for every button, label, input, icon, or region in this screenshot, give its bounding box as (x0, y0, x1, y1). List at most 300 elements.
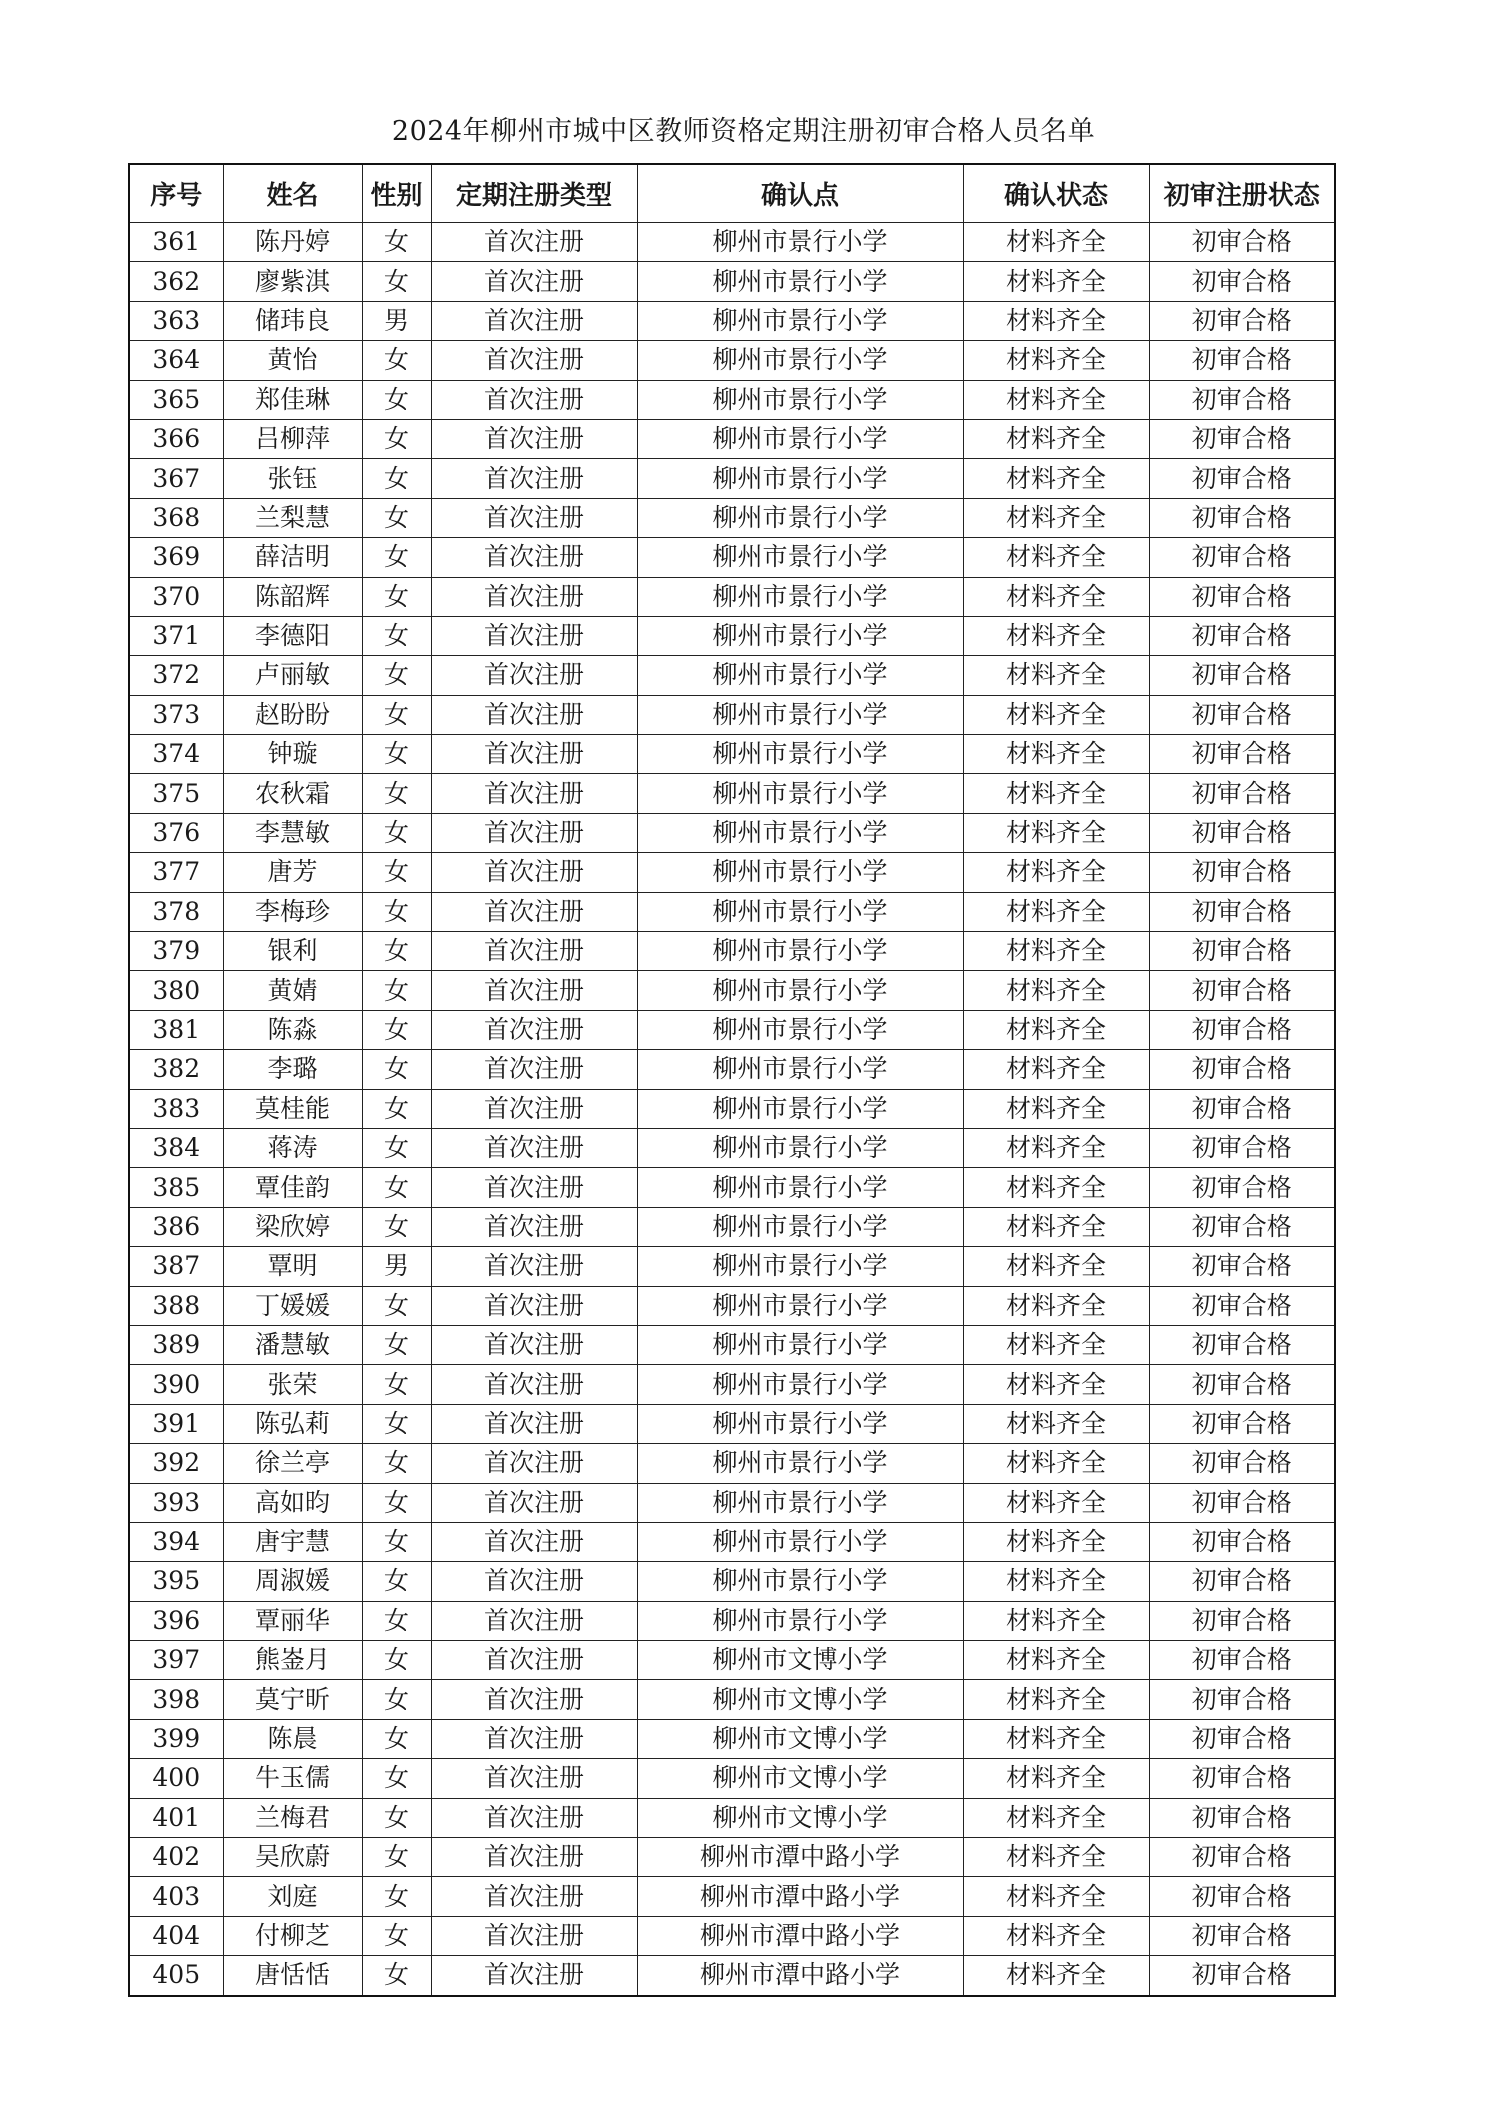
cell-confirmation-point: 柳州市文博小学 (637, 1798, 963, 1837)
table-header (129, 164, 1335, 223)
cell-gender: 女 (362, 1956, 431, 1996)
cell-registration-type: 首次注册 (431, 616, 637, 655)
cell-serial: 400 (129, 1759, 223, 1798)
cell-name: 覃丽华 (223, 1601, 362, 1640)
table-row (129, 813, 1335, 852)
cell-name: 李慧敏 (223, 813, 362, 852)
header-row (129, 164, 1335, 223)
cell-registration-type: 首次注册 (431, 1325, 637, 1364)
cell-confirmation-point: 柳州市景行小学 (637, 498, 963, 537)
cell-confirmation-status: 材料齐全 (963, 1404, 1149, 1443)
cell-confirmation-point: 柳州市景行小学 (637, 892, 963, 931)
cell-name: 钟璇 (223, 735, 362, 774)
cell-confirmation-status: 材料齐全 (963, 1798, 1149, 1837)
cell-confirmation-status: 材料齐全 (963, 1916, 1149, 1955)
cell-serial: 363 (129, 301, 223, 340)
header-registration-type: 定期注册类型 (431, 164, 637, 223)
cell-name: 梁欣婷 (223, 1207, 362, 1246)
cell-name: 蒋涛 (223, 1128, 362, 1167)
cell-confirmation-point: 柳州市景行小学 (637, 262, 963, 301)
cell-review-status: 初审合格 (1149, 971, 1335, 1010)
cell-gender: 女 (362, 1050, 431, 1089)
cell-confirmation-point: 柳州市景行小学 (637, 932, 963, 971)
cell-name: 付柳芝 (223, 1916, 362, 1955)
cell-confirmation-status: 材料齐全 (963, 1483, 1149, 1522)
cell-name: 唐芳 (223, 853, 362, 892)
cell-confirmation-status: 材料齐全 (963, 341, 1149, 380)
cell-serial: 376 (129, 813, 223, 852)
cell-registration-type: 首次注册 (431, 1719, 637, 1758)
cell-name: 薛洁明 (223, 538, 362, 577)
cell-registration-type: 首次注册 (431, 538, 637, 577)
cell-gender: 女 (362, 1641, 431, 1680)
table-row (129, 1050, 1335, 1089)
cell-gender: 女 (362, 1444, 431, 1483)
cell-serial: 385 (129, 1168, 223, 1207)
table-row (129, 1365, 1335, 1404)
table-row (129, 735, 1335, 774)
cell-confirmation-point: 柳州市文博小学 (637, 1719, 963, 1758)
cell-name: 徐兰亭 (223, 1444, 362, 1483)
cell-confirmation-status: 材料齐全 (963, 813, 1149, 852)
cell-registration-type: 首次注册 (431, 1207, 637, 1246)
cell-serial: 371 (129, 616, 223, 655)
cell-registration-type: 首次注册 (431, 1089, 637, 1128)
cell-serial: 366 (129, 419, 223, 458)
cell-confirmation-status: 材料齐全 (963, 1522, 1149, 1561)
cell-name: 赵盼盼 (223, 695, 362, 734)
cell-serial: 404 (129, 1916, 223, 1955)
cell-confirmation-status: 材料齐全 (963, 262, 1149, 301)
cell-confirmation-point: 柳州市景行小学 (637, 419, 963, 458)
cell-gender: 女 (362, 262, 431, 301)
cell-confirmation-point: 柳州市景行小学 (637, 301, 963, 340)
cell-confirmation-status: 材料齐全 (963, 1838, 1149, 1877)
table-row (129, 1325, 1335, 1364)
table-row (129, 498, 1335, 537)
cell-registration-type: 首次注册 (431, 1956, 637, 1996)
cell-gender: 女 (362, 1483, 431, 1522)
table-row (129, 1010, 1335, 1049)
table-row (129, 1286, 1335, 1325)
cell-review-status: 初审合格 (1149, 1286, 1335, 1325)
cell-confirmation-status: 材料齐全 (963, 1168, 1149, 1207)
cell-confirmation-point: 柳州市景行小学 (637, 1325, 963, 1364)
table-row (129, 419, 1335, 458)
cell-registration-type: 首次注册 (431, 1128, 637, 1167)
cell-confirmation-status: 材料齐全 (963, 1365, 1149, 1404)
cell-serial: 372 (129, 656, 223, 695)
cell-serial: 387 (129, 1247, 223, 1286)
cell-review-status: 初审合格 (1149, 616, 1335, 655)
cell-confirmation-status: 材料齐全 (963, 538, 1149, 577)
cell-registration-type: 首次注册 (431, 1444, 637, 1483)
roster-table (128, 163, 1336, 1997)
cell-gender: 女 (362, 1365, 431, 1404)
table-row (129, 1601, 1335, 1640)
cell-name: 张荣 (223, 1365, 362, 1404)
cell-name: 陈晨 (223, 1719, 362, 1758)
table-row (129, 1838, 1335, 1877)
cell-gender: 女 (362, 1916, 431, 1955)
cell-serial: 365 (129, 380, 223, 419)
cell-registration-type: 首次注册 (431, 380, 637, 419)
cell-serial: 362 (129, 262, 223, 301)
cell-confirmation-status: 材料齐全 (963, 577, 1149, 616)
cell-name: 张钰 (223, 459, 362, 498)
header-gender: 性别 (362, 164, 431, 223)
cell-name: 陈淼 (223, 1010, 362, 1049)
cell-review-status: 初审合格 (1149, 1719, 1335, 1758)
cell-name: 刘庭 (223, 1877, 362, 1916)
table-row (129, 971, 1335, 1010)
cell-confirmation-status: 材料齐全 (963, 1877, 1149, 1916)
cell-registration-type: 首次注册 (431, 735, 637, 774)
cell-registration-type: 首次注册 (431, 1483, 637, 1522)
cell-serial: 378 (129, 892, 223, 931)
cell-registration-type: 首次注册 (431, 1404, 637, 1443)
cell-name: 李梅珍 (223, 892, 362, 931)
cell-gender: 女 (362, 538, 431, 577)
cell-review-status: 初审合格 (1149, 262, 1335, 301)
cell-serial: 368 (129, 498, 223, 537)
cell-confirmation-status: 材料齐全 (963, 223, 1149, 262)
cell-review-status: 初审合格 (1149, 695, 1335, 734)
table-row (129, 1128, 1335, 1167)
cell-serial: 402 (129, 1838, 223, 1877)
cell-confirmation-point: 柳州市景行小学 (637, 1404, 963, 1443)
cell-review-status: 初审合格 (1149, 656, 1335, 695)
cell-confirmation-point: 柳州市景行小学 (637, 459, 963, 498)
cell-review-status: 初审合格 (1149, 1680, 1335, 1719)
cell-serial: 373 (129, 695, 223, 734)
cell-confirmation-point: 柳州市景行小学 (637, 1483, 963, 1522)
cell-confirmation-point: 柳州市景行小学 (637, 1365, 963, 1404)
table-row (129, 656, 1335, 695)
cell-confirmation-status: 材料齐全 (963, 459, 1149, 498)
cell-name: 熊崟月 (223, 1641, 362, 1680)
cell-name: 陈弘莉 (223, 1404, 362, 1443)
cell-confirmation-status: 材料齐全 (963, 971, 1149, 1010)
cell-review-status: 初审合格 (1149, 1404, 1335, 1443)
cell-gender: 女 (362, 1010, 431, 1049)
cell-gender: 女 (362, 1207, 431, 1246)
cell-gender: 女 (362, 1089, 431, 1128)
cell-serial: 395 (129, 1562, 223, 1601)
cell-review-status: 初审合格 (1149, 419, 1335, 458)
cell-gender: 女 (362, 853, 431, 892)
cell-review-status: 初审合格 (1149, 459, 1335, 498)
cell-serial: 388 (129, 1286, 223, 1325)
cell-review-status: 初审合格 (1149, 774, 1335, 813)
table-row (129, 1562, 1335, 1601)
cell-name: 陈丹婷 (223, 223, 362, 262)
cell-name: 李璐 (223, 1050, 362, 1089)
cell-name: 覃佳韵 (223, 1168, 362, 1207)
table-row (129, 223, 1335, 262)
cell-name: 牛玉儒 (223, 1759, 362, 1798)
table-row (129, 1404, 1335, 1443)
table-row (129, 932, 1335, 971)
table-row (129, 1956, 1335, 1996)
cell-confirmation-status: 材料齐全 (963, 1719, 1149, 1758)
table-row (129, 1798, 1335, 1837)
cell-confirmation-point: 柳州市景行小学 (637, 1050, 963, 1089)
cell-confirmation-status: 材料齐全 (963, 656, 1149, 695)
cell-gender: 女 (362, 1601, 431, 1640)
cell-serial: 391 (129, 1404, 223, 1443)
cell-name: 黄婧 (223, 971, 362, 1010)
cell-gender: 女 (362, 1325, 431, 1364)
cell-review-status: 初审合格 (1149, 1089, 1335, 1128)
cell-confirmation-point: 柳州市景行小学 (637, 971, 963, 1010)
table-row (129, 577, 1335, 616)
cell-gender: 女 (362, 932, 431, 971)
header-confirmation-point: 确认点 (637, 164, 963, 223)
cell-confirmation-point: 柳州市景行小学 (637, 1444, 963, 1483)
cell-confirmation-status: 材料齐全 (963, 853, 1149, 892)
cell-serial: 398 (129, 1680, 223, 1719)
cell-registration-type: 首次注册 (431, 419, 637, 458)
cell-confirmation-point: 柳州市文博小学 (637, 1680, 963, 1719)
cell-serial: 394 (129, 1522, 223, 1561)
cell-registration-type: 首次注册 (431, 932, 637, 971)
cell-gender: 女 (362, 774, 431, 813)
cell-serial: 399 (129, 1719, 223, 1758)
cell-name: 廖紫淇 (223, 262, 362, 301)
cell-confirmation-status: 材料齐全 (963, 1562, 1149, 1601)
cell-serial: 375 (129, 774, 223, 813)
cell-registration-type: 首次注册 (431, 1365, 637, 1404)
cell-confirmation-point: 柳州市文博小学 (637, 1641, 963, 1680)
cell-gender: 女 (362, 1680, 431, 1719)
table-row (129, 1680, 1335, 1719)
table-row (129, 380, 1335, 419)
table-row (129, 1207, 1335, 1246)
cell-serial: 380 (129, 971, 223, 1010)
cell-gender: 女 (362, 735, 431, 774)
cell-confirmation-point: 柳州市景行小学 (637, 813, 963, 852)
cell-confirmation-point: 柳州市潭中路小学 (637, 1838, 963, 1877)
cell-registration-type: 首次注册 (431, 813, 637, 852)
cell-gender: 女 (362, 971, 431, 1010)
cell-review-status: 初审合格 (1149, 1207, 1335, 1246)
cell-name: 唐恬恬 (223, 1956, 362, 1996)
cell-confirmation-status: 材料齐全 (963, 1956, 1149, 1996)
cell-gender: 女 (362, 1759, 431, 1798)
cell-serial: 403 (129, 1877, 223, 1916)
cell-confirmation-status: 材料齐全 (963, 1641, 1149, 1680)
cell-confirmation-status: 材料齐全 (963, 1286, 1149, 1325)
cell-confirmation-status: 材料齐全 (963, 419, 1149, 458)
cell-confirmation-status: 材料齐全 (963, 1759, 1149, 1798)
cell-name: 农秋霜 (223, 774, 362, 813)
cell-confirmation-point: 柳州市景行小学 (637, 735, 963, 774)
cell-review-status: 初审合格 (1149, 1444, 1335, 1483)
cell-confirmation-point: 柳州市景行小学 (637, 1089, 963, 1128)
cell-gender: 女 (362, 892, 431, 931)
cell-confirmation-status: 材料齐全 (963, 932, 1149, 971)
cell-review-status: 初审合格 (1149, 892, 1335, 931)
page-title: 2024年柳州市城中区教师资格定期注册初审合格人员名单 (391, 116, 1096, 147)
cell-confirmation-point: 柳州市景行小学 (637, 223, 963, 262)
cell-review-status: 初审合格 (1149, 223, 1335, 262)
cell-confirmation-point: 柳州市景行小学 (637, 1010, 963, 1049)
cell-review-status: 初审合格 (1149, 1325, 1335, 1364)
cell-review-status: 初审合格 (1149, 498, 1335, 537)
cell-review-status: 初审合格 (1149, 1956, 1335, 1996)
cell-serial: 389 (129, 1325, 223, 1364)
cell-name: 储玮良 (223, 301, 362, 340)
table-row (129, 1916, 1335, 1955)
cell-serial: 379 (129, 932, 223, 971)
cell-gender: 女 (362, 223, 431, 262)
cell-confirmation-status: 材料齐全 (963, 735, 1149, 774)
cell-confirmation-point: 柳州市景行小学 (637, 1522, 963, 1561)
cell-name: 丁媛媛 (223, 1286, 362, 1325)
cell-serial: 364 (129, 341, 223, 380)
cell-confirmation-status: 材料齐全 (963, 695, 1149, 734)
cell-name: 郑佳琳 (223, 380, 362, 419)
cell-serial: 383 (129, 1089, 223, 1128)
cell-registration-type: 首次注册 (431, 1286, 637, 1325)
table-row (129, 892, 1335, 931)
cell-registration-type: 首次注册 (431, 1641, 637, 1680)
cell-confirmation-status: 材料齐全 (963, 1680, 1149, 1719)
cell-review-status: 初审合格 (1149, 1168, 1335, 1207)
table-row (129, 1483, 1335, 1522)
cell-serial: 369 (129, 538, 223, 577)
table-body (129, 223, 1335, 1996)
cell-gender: 男 (362, 1247, 431, 1286)
cell-review-status: 初审合格 (1149, 1601, 1335, 1640)
cell-serial: 393 (129, 1483, 223, 1522)
cell-serial: 401 (129, 1798, 223, 1837)
cell-confirmation-point: 柳州市景行小学 (637, 1128, 963, 1167)
cell-review-status: 初审合格 (1149, 813, 1335, 852)
cell-gender: 女 (362, 1128, 431, 1167)
header-serial: 序号 (129, 164, 223, 223)
cell-registration-type: 首次注册 (431, 1838, 637, 1877)
cell-gender: 女 (362, 616, 431, 655)
table-row (129, 1641, 1335, 1680)
table-row (129, 341, 1335, 380)
cell-confirmation-point: 柳州市景行小学 (637, 1286, 963, 1325)
cell-gender: 女 (362, 1798, 431, 1837)
cell-review-status: 初审合格 (1149, 1838, 1335, 1877)
cell-registration-type: 首次注册 (431, 1050, 637, 1089)
cell-gender: 女 (362, 1522, 431, 1561)
cell-name: 潘慧敏 (223, 1325, 362, 1364)
cell-confirmation-point: 柳州市景行小学 (637, 616, 963, 655)
table-row (129, 1719, 1335, 1758)
cell-serial: 396 (129, 1601, 223, 1640)
cell-confirmation-point: 柳州市景行小学 (637, 695, 963, 734)
header-confirmation-status: 确认状态 (963, 164, 1149, 223)
table-row (129, 1168, 1335, 1207)
cell-registration-type: 首次注册 (431, 774, 637, 813)
cell-confirmation-status: 材料齐全 (963, 1325, 1149, 1364)
cell-serial: 382 (129, 1050, 223, 1089)
cell-confirmation-point: 柳州市景行小学 (637, 656, 963, 695)
cell-name: 卢丽敏 (223, 656, 362, 695)
cell-registration-type: 首次注册 (431, 971, 637, 1010)
cell-gender: 女 (362, 380, 431, 419)
table-row (129, 616, 1335, 655)
cell-confirmation-status: 材料齐全 (963, 1601, 1149, 1640)
cell-registration-type: 首次注册 (431, 1168, 637, 1207)
cell-serial: 374 (129, 735, 223, 774)
table-row (129, 262, 1335, 301)
cell-registration-type: 首次注册 (431, 853, 637, 892)
cell-registration-type: 首次注册 (431, 1798, 637, 1837)
cell-confirmation-point: 柳州市景行小学 (637, 1601, 963, 1640)
cell-confirmation-status: 材料齐全 (963, 1247, 1149, 1286)
cell-confirmation-point: 柳州市潭中路小学 (637, 1916, 963, 1955)
table-row (129, 1444, 1335, 1483)
cell-confirmation-point: 柳州市景行小学 (637, 1207, 963, 1246)
cell-review-status: 初审合格 (1149, 932, 1335, 971)
cell-confirmation-point: 柳州市景行小学 (637, 1168, 963, 1207)
cell-gender: 女 (362, 1719, 431, 1758)
cell-confirmation-status: 材料齐全 (963, 1444, 1149, 1483)
cell-review-status: 初审合格 (1149, 538, 1335, 577)
cell-registration-type: 首次注册 (431, 1759, 637, 1798)
cell-registration-type: 首次注册 (431, 1916, 637, 1955)
cell-review-status: 初审合格 (1149, 1247, 1335, 1286)
cell-confirmation-point: 柳州市景行小学 (637, 1247, 963, 1286)
cell-registration-type: 首次注册 (431, 301, 637, 340)
cell-review-status: 初审合格 (1149, 1562, 1335, 1601)
cell-registration-type: 首次注册 (431, 892, 637, 931)
cell-confirmation-status: 材料齐全 (963, 498, 1149, 537)
cell-confirmation-status: 材料齐全 (963, 616, 1149, 655)
cell-serial: 405 (129, 1956, 223, 1996)
cell-gender: 女 (362, 695, 431, 734)
cell-confirmation-status: 材料齐全 (963, 1089, 1149, 1128)
cell-registration-type: 首次注册 (431, 1247, 637, 1286)
cell-review-status: 初审合格 (1149, 1522, 1335, 1561)
cell-name: 高如昀 (223, 1483, 362, 1522)
cell-serial: 367 (129, 459, 223, 498)
table-row (129, 459, 1335, 498)
cell-review-status: 初审合格 (1149, 1050, 1335, 1089)
cell-gender: 女 (362, 419, 431, 458)
cell-registration-type: 首次注册 (431, 1877, 637, 1916)
cell-review-status: 初审合格 (1149, 1798, 1335, 1837)
cell-confirmation-status: 材料齐全 (963, 1207, 1149, 1246)
cell-confirmation-status: 材料齐全 (963, 774, 1149, 813)
cell-serial: 397 (129, 1641, 223, 1680)
cell-gender: 男 (362, 301, 431, 340)
cell-name: 陈韶辉 (223, 577, 362, 616)
cell-gender: 女 (362, 577, 431, 616)
cell-review-status: 初审合格 (1149, 735, 1335, 774)
cell-registration-type: 首次注册 (431, 656, 637, 695)
cell-serial: 386 (129, 1207, 223, 1246)
cell-name: 周淑媛 (223, 1562, 362, 1601)
cell-registration-type: 首次注册 (431, 223, 637, 262)
cell-name: 莫桂能 (223, 1089, 362, 1128)
cell-review-status: 初审合格 (1149, 1916, 1335, 1955)
cell-review-status: 初审合格 (1149, 380, 1335, 419)
table-row (129, 1877, 1335, 1916)
cell-gender: 女 (362, 1877, 431, 1916)
table-row (129, 853, 1335, 892)
cell-name: 银利 (223, 932, 362, 971)
cell-serial: 392 (129, 1444, 223, 1483)
table-row (129, 695, 1335, 734)
